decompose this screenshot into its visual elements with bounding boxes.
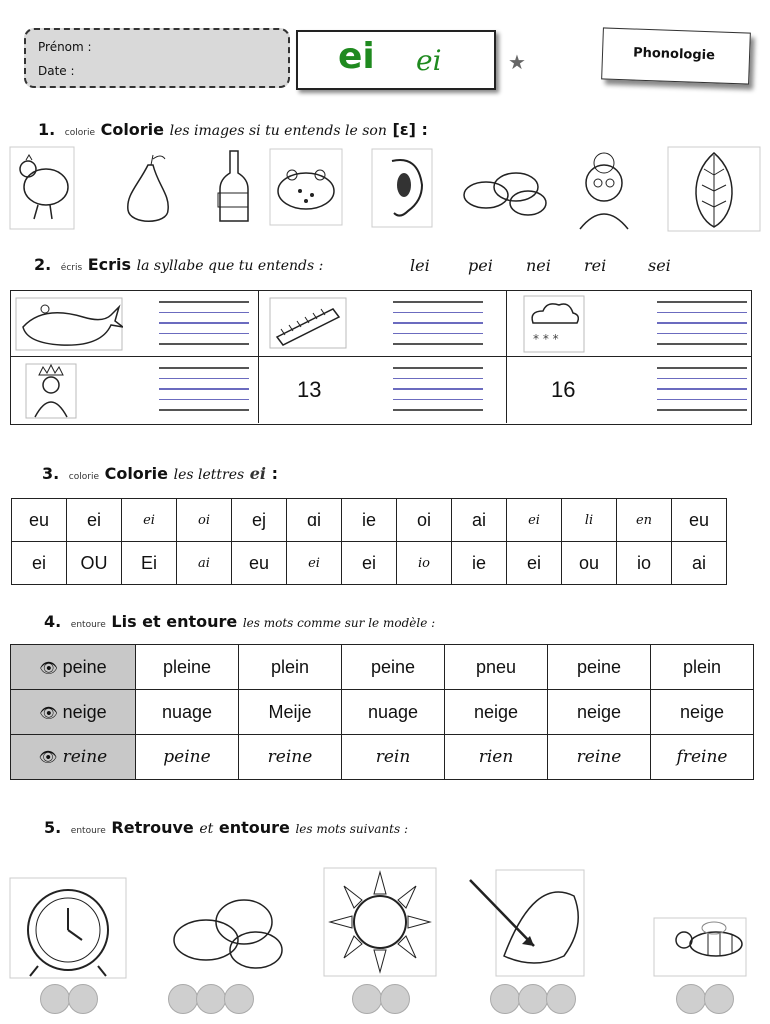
pencil-icon: colorie — [64, 128, 95, 138]
syllable-circles — [168, 984, 252, 1014]
letter-cell[interactable]: ie — [342, 499, 397, 542]
model-word: reine — [62, 747, 108, 767]
syllable-circle[interactable] — [546, 984, 576, 1014]
ex5-images — [8, 866, 763, 980]
frog-image[interactable] — [270, 149, 342, 225]
model-word: neige — [62, 701, 107, 722]
ex1-images — [8, 145, 763, 233]
word-cell[interactable]: Meije — [239, 690, 342, 735]
letter-cell[interactable]: ɑi — [287, 499, 342, 542]
ex5-and: et — [199, 821, 214, 837]
letter-cell[interactable]: io — [397, 542, 452, 585]
category-label: Phonologie — [632, 45, 716, 64]
ear-image[interactable] — [372, 149, 432, 227]
ex3-instruction: les lettres — [173, 467, 245, 483]
syllable-circles — [40, 984, 96, 1014]
bottle-image[interactable] — [218, 151, 248, 221]
pencil-icon: écris — [60, 263, 83, 273]
ex4-header — [44, 612, 435, 631]
letter-cell[interactable]: eu — [672, 499, 727, 542]
ex2-number: 2. — [34, 255, 52, 274]
leaf-image[interactable] — [668, 147, 760, 231]
letter-cell[interactable]: ei — [287, 542, 342, 585]
word-cell[interactable]: pneu — [445, 645, 548, 690]
sound-print: ei — [338, 36, 375, 77]
ex2-instruction: la syllabe que tu entends : — [136, 258, 324, 274]
pencil-icon: entoure — [70, 826, 106, 836]
ex3-title: Colorie — [104, 464, 169, 483]
word-cell[interactable]: rien — [445, 735, 548, 780]
eye-icon: 👁 — [39, 704, 63, 722]
reading-row — [11, 735, 754, 780]
word-cell[interactable]: pleine — [136, 645, 239, 690]
model-word-cell — [11, 645, 136, 690]
writing-table — [10, 290, 752, 425]
number-label: 16 — [551, 377, 576, 402]
sound-cursive: ei — [416, 44, 442, 77]
ex3-number: 3. — [42, 464, 60, 483]
letter-cell[interactable]: ei — [507, 542, 562, 585]
letter-cell[interactable]: ie — [452, 542, 507, 585]
syllable: sei — [648, 256, 671, 275]
eye-icon: 👁 — [39, 659, 63, 677]
word-cell[interactable]: neige — [548, 690, 651, 735]
ex1-header — [38, 120, 428, 139]
model-word-cell — [11, 735, 136, 780]
madeleines-image — [174, 900, 282, 968]
star-icon: ★ — [508, 50, 526, 74]
model-word: peine — [62, 656, 107, 677]
number-label: 13 — [297, 377, 322, 402]
word-cell[interactable]: nuage — [342, 690, 445, 735]
letter-cell[interactable]: ei — [507, 499, 562, 542]
letter-cell[interactable]: ei — [122, 499, 177, 542]
syllable-circle[interactable] — [518, 984, 548, 1014]
word-cell[interactable]: plein — [651, 645, 754, 690]
word-cell[interactable]: rein — [342, 735, 445, 780]
letter-cell[interactable]: en — [617, 499, 672, 542]
word-cell[interactable]: reine — [548, 735, 651, 780]
letter-cell[interactable]: OU — [67, 542, 122, 585]
word-cell[interactable]: freine — [651, 735, 754, 780]
ex1-title: Colorie — [100, 120, 165, 139]
syllable-circle[interactable] — [40, 984, 70, 1014]
writing-lines[interactable] — [393, 301, 483, 345]
writing-lines[interactable] — [657, 301, 747, 345]
syllable-circle[interactable] — [224, 984, 254, 1014]
madeleines-image[interactable] — [464, 173, 546, 215]
reading-row — [11, 645, 754, 690]
letter-cell[interactable]: io — [617, 542, 672, 585]
syllable-circle[interactable] — [704, 984, 734, 1014]
reading-table — [10, 644, 754, 780]
prenom-label: Prénom : — [38, 40, 92, 54]
syllable-circle[interactable] — [490, 984, 520, 1014]
syllable: pei — [468, 256, 493, 275]
letters-row — [12, 542, 727, 585]
word-cell[interactable]: peine — [136, 735, 239, 780]
ex1-instruction: les images si tu entends le son — [169, 123, 387, 139]
writing-lines[interactable] — [393, 367, 483, 411]
ex1-sound: [ɛ] : — [392, 120, 428, 139]
syllable: lei — [410, 256, 430, 275]
letter-cell[interactable]: ei — [67, 499, 122, 542]
writing-cell — [259, 291, 507, 357]
ex2-title: Ecris — [87, 255, 132, 274]
letter-cell[interactable]: ou — [562, 542, 617, 585]
letter-cell[interactable]: li — [562, 499, 617, 542]
sound-box — [296, 30, 496, 90]
word-cell[interactable]: peine — [342, 645, 445, 690]
ex4-instruction: les mots comme sur le modèle : — [242, 616, 436, 630]
pear-image[interactable] — [128, 155, 168, 221]
ex3-colon: : — [271, 464, 278, 483]
letter-cell[interactable]: ei — [342, 542, 397, 585]
ex5-title-a: Retrouve — [111, 818, 194, 837]
syllable-circles — [676, 984, 732, 1014]
writing-lines[interactable] — [159, 367, 249, 411]
syllable-circle[interactable] — [68, 984, 98, 1014]
letter-cell[interactable]: oi — [397, 499, 452, 542]
ex4-title: Lis et entoure — [111, 612, 238, 631]
ex5-number: 5. — [44, 818, 62, 837]
word-cell[interactable]: peine — [548, 645, 651, 690]
syllable-circles — [490, 984, 574, 1014]
word-cell[interactable]: nuage — [136, 690, 239, 735]
letter-cell[interactable]: eu — [12, 499, 67, 542]
syllable-circle[interactable] — [196, 984, 226, 1014]
queen-image — [25, 363, 77, 419]
syllable: rei — [584, 256, 607, 275]
writing-cell — [11, 291, 259, 357]
ex5-title-b: entoure — [218, 818, 290, 837]
ex3-target: ei — [249, 464, 267, 483]
comb-image — [269, 297, 347, 349]
snow-cloud-image — [523, 295, 585, 353]
eye-icon: 👁 — [38, 748, 63, 766]
sun-image — [324, 868, 436, 976]
bee-image — [654, 918, 746, 976]
writing-cell — [11, 357, 259, 423]
letter-cell[interactable]: ai — [177, 542, 232, 585]
writing-lines[interactable] — [159, 301, 249, 345]
syllable-circle[interactable] — [380, 984, 410, 1014]
grandmother-image[interactable] — [580, 153, 628, 229]
letter-cell[interactable]: ej — [232, 499, 287, 542]
letter-cell[interactable]: ai — [452, 499, 507, 542]
letter-cell[interactable]: Ei — [122, 542, 177, 585]
category-label-box — [601, 27, 751, 84]
hen-image[interactable] — [10, 147, 74, 229]
name-date-box — [24, 28, 290, 88]
letters-row — [12, 499, 727, 542]
date-label: Date : — [38, 64, 75, 78]
ex1-number: 1. — [38, 120, 56, 139]
writing-cell — [507, 357, 751, 423]
syllable-circles — [352, 984, 408, 1014]
syllable: nei — [526, 256, 551, 275]
whale-image — [15, 297, 123, 351]
letters-table — [11, 498, 727, 585]
pencil-icon: colorie — [68, 472, 99, 482]
word-cell[interactable]: neige — [445, 690, 548, 735]
writing-lines[interactable] — [657, 367, 747, 411]
writing-cell — [259, 357, 507, 423]
letter-cell[interactable]: ei — [12, 542, 67, 585]
ex2-header — [34, 255, 323, 274]
letter-cell[interactable]: oi — [177, 499, 232, 542]
whale-image — [470, 870, 584, 976]
writing-cell — [507, 291, 751, 357]
ex4-number: 4. — [44, 612, 62, 631]
syllable-circle[interactable] — [352, 984, 382, 1014]
alarm-clock-image — [10, 878, 126, 978]
syllable-circle[interactable] — [676, 984, 706, 1014]
reading-row — [11, 690, 754, 735]
ex3-header — [42, 464, 278, 483]
ex5-instruction: les mots suivants : — [295, 822, 408, 836]
svg-text:* * *: * * * — [533, 332, 559, 346]
word-cell[interactable]: reine — [239, 735, 342, 780]
syllable-circle[interactable] — [168, 984, 198, 1014]
word-cell[interactable]: plein — [239, 645, 342, 690]
model-word-cell — [11, 690, 136, 735]
ex5-header — [44, 818, 408, 837]
word-cell[interactable]: neige — [651, 690, 754, 735]
pencil-icon: entoure — [70, 620, 106, 630]
letter-cell[interactable]: eu — [232, 542, 287, 585]
letter-cell[interactable]: ai — [672, 542, 727, 585]
